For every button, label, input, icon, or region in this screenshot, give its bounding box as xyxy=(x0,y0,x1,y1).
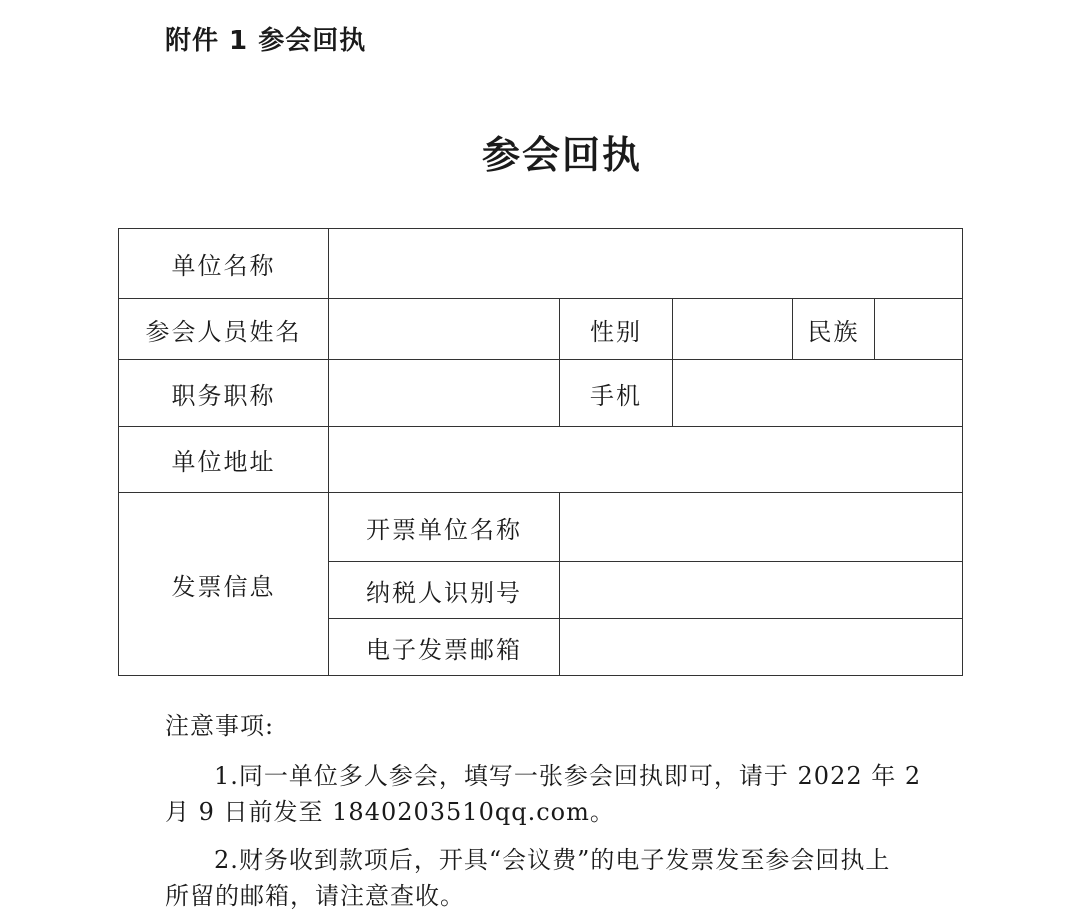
note-item-1-line-2: 月 9 日前发至 1840203510qq.com。 xyxy=(165,798,615,826)
position-field[interactable] xyxy=(329,360,560,427)
attendee-name-label: 参会人员姓名 xyxy=(119,299,329,360)
note-item-1-line-1: 1.同一单位多人参会，填写一张参会回执即可，请于 2022 年 2 xyxy=(214,762,922,790)
address-field[interactable] xyxy=(329,427,963,493)
ethnicity-label: 民族 xyxy=(793,299,875,360)
taxpayer-id-label: 纳税人识别号 xyxy=(329,562,560,619)
page-title: 参会回执 xyxy=(481,133,642,177)
unit-name-label: 单位名称 xyxy=(119,229,329,299)
ethnicity-field[interactable] xyxy=(875,299,963,360)
notes-heading: 注意事项: xyxy=(165,712,275,740)
invoice-email-label: 电子发票邮箱 xyxy=(329,619,560,676)
phone-label: 手机 xyxy=(560,360,673,427)
address-label: 单位地址 xyxy=(119,427,329,493)
gender-label: 性别 xyxy=(560,299,673,360)
position-label: 职务职称 xyxy=(119,360,329,427)
invoice-info-label: 发票信息 xyxy=(119,493,329,676)
attachment-label: 附件 1 参会回执 xyxy=(165,26,367,56)
invoice-email-field[interactable] xyxy=(560,619,963,676)
phone-field[interactable] xyxy=(673,360,963,427)
invoice-unit-name-label: 开票单位名称 xyxy=(329,493,560,562)
taxpayer-id-field[interactable] xyxy=(560,562,963,619)
attendee-name-field[interactable] xyxy=(329,299,560,360)
invoice-unit-name-field[interactable] xyxy=(560,493,963,562)
registration-form-table xyxy=(118,228,963,676)
note-item-2-line-1: 2.财务收到款项后，开具“会议费”的电子发票发至参会回执上 xyxy=(214,846,891,874)
unit-name-field[interactable] xyxy=(329,229,963,299)
note-item-2-line-2: 所留的邮箱，请注意查收。 xyxy=(165,882,465,910)
gender-field[interactable] xyxy=(673,299,793,360)
